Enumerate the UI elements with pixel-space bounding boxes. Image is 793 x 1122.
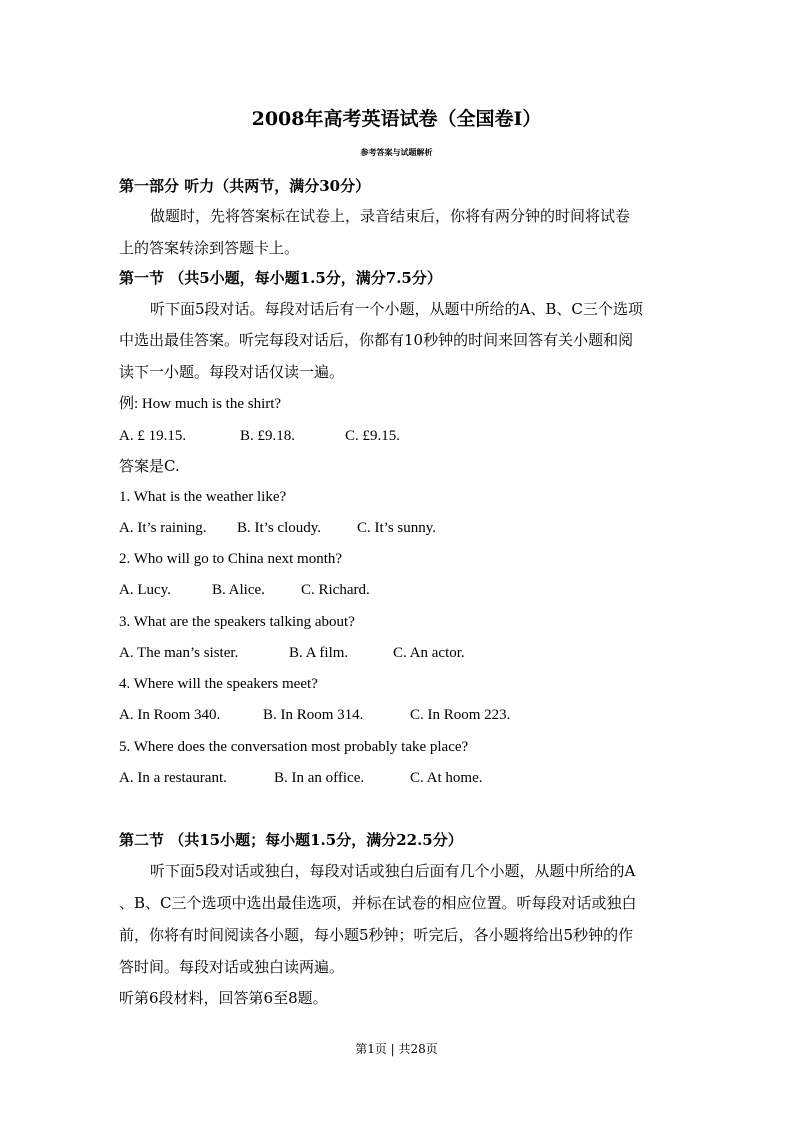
- section2-intro-line-2: 、B、C三个选项中选出最佳选项，并标在试卷的相应位置。听每段对话或独白: [119, 894, 637, 912]
- example-option-c: C. £9.15.: [345, 428, 401, 444]
- question-5-option-c: C. At home.: [410, 770, 483, 786]
- question-5-option-b: B. In an office.: [274, 770, 365, 786]
- page-subtitle: 参考答案与试题解析: [360, 148, 433, 157]
- section2-intro-line-4: 答时间。每段对话或独白读两遍。: [119, 958, 345, 976]
- example-option-b: B. £9.18.: [240, 428, 296, 444]
- section2-intro-line-1: 听下面5段对话或独白，每段对话或独白后面有几个小题，从题中所给的A: [150, 862, 636, 880]
- section1-intro-line-1: 听下面5段对话。每段对话后有一个小题，从题中所给的A、B、C三个选项: [150, 300, 643, 318]
- question-4-option-a: A. In Room 340.: [119, 707, 221, 723]
- question-1-option-b: B. It’s cloudy.: [237, 520, 322, 536]
- question-3: 3. What are the speakers talking about?: [119, 614, 355, 630]
- page-footer: 第1页 | 共28页: [355, 1042, 438, 1056]
- section2-intro-line-3: 前，你将有时间阅读各小题，每小题5秒钟；听完后，各小题将给出5秒钟的作: [119, 926, 634, 944]
- question-3-option-b: B. A film.: [289, 645, 349, 661]
- part1-intro-line-1: 做题时，先将答案标在试卷上，录音结束后，你将有两分钟的时间将试卷: [150, 207, 631, 225]
- part1-heading: 第一部分 听力（共两节，满分30分）: [119, 177, 371, 195]
- question-3-option-c: C. An actor.: [393, 645, 465, 661]
- question-3-option-a: A. The man’s sister.: [119, 645, 239, 661]
- example-option-a: A. £ 19.15.: [119, 428, 187, 444]
- question-1-option-c: C. It’s sunny.: [357, 520, 437, 536]
- question-2-option-a: A. Lucy.: [119, 582, 171, 598]
- question-4: 4. Where will the speakers meet?: [119, 676, 318, 692]
- section1-intro-line-2: 中选出最佳答案。听完每段对话后，你都有10秒钟的时间来回答有关小题和阅: [119, 331, 634, 349]
- question-2-option-c: C. Richard.: [301, 582, 370, 598]
- question-4-option-c: C. In Room 223.: [410, 707, 511, 723]
- section1-intro-line-3: 读下一小题。每段对话仅读一遍。: [119, 363, 345, 381]
- question-5: 5. Where does the conversation most probably take place?: [119, 739, 469, 755]
- question-4-option-b: B. In Room 314.: [263, 707, 364, 723]
- question-1: 1. What is the weather like?: [119, 489, 287, 505]
- section2-heading: 第二节 （共15小题；每小题1.5分，满分22.5分）: [119, 831, 463, 849]
- example-question: 例: How much is the shirt?: [119, 396, 282, 412]
- section2-note: 听第6段材料，回答第6至8题。: [119, 989, 328, 1007]
- question-2: 2. Who will go to China next month?: [119, 551, 343, 567]
- question-5-option-a: A. In a restaurant.: [119, 770, 227, 786]
- part1-intro-line-2: 上的答案转涂到答题卡上。: [119, 239, 300, 257]
- page-title: 2008年高考英语试卷（全国卷I）: [251, 108, 542, 130]
- section1-heading: 第一节 （共5小题，每小题1.5分，满分7.5分）: [119, 269, 442, 287]
- question-1-option-a: A. It’s raining.: [119, 520, 207, 536]
- question-2-option-b: B. Alice.: [212, 582, 265, 598]
- example-answer: 答案是C.: [119, 457, 180, 475]
